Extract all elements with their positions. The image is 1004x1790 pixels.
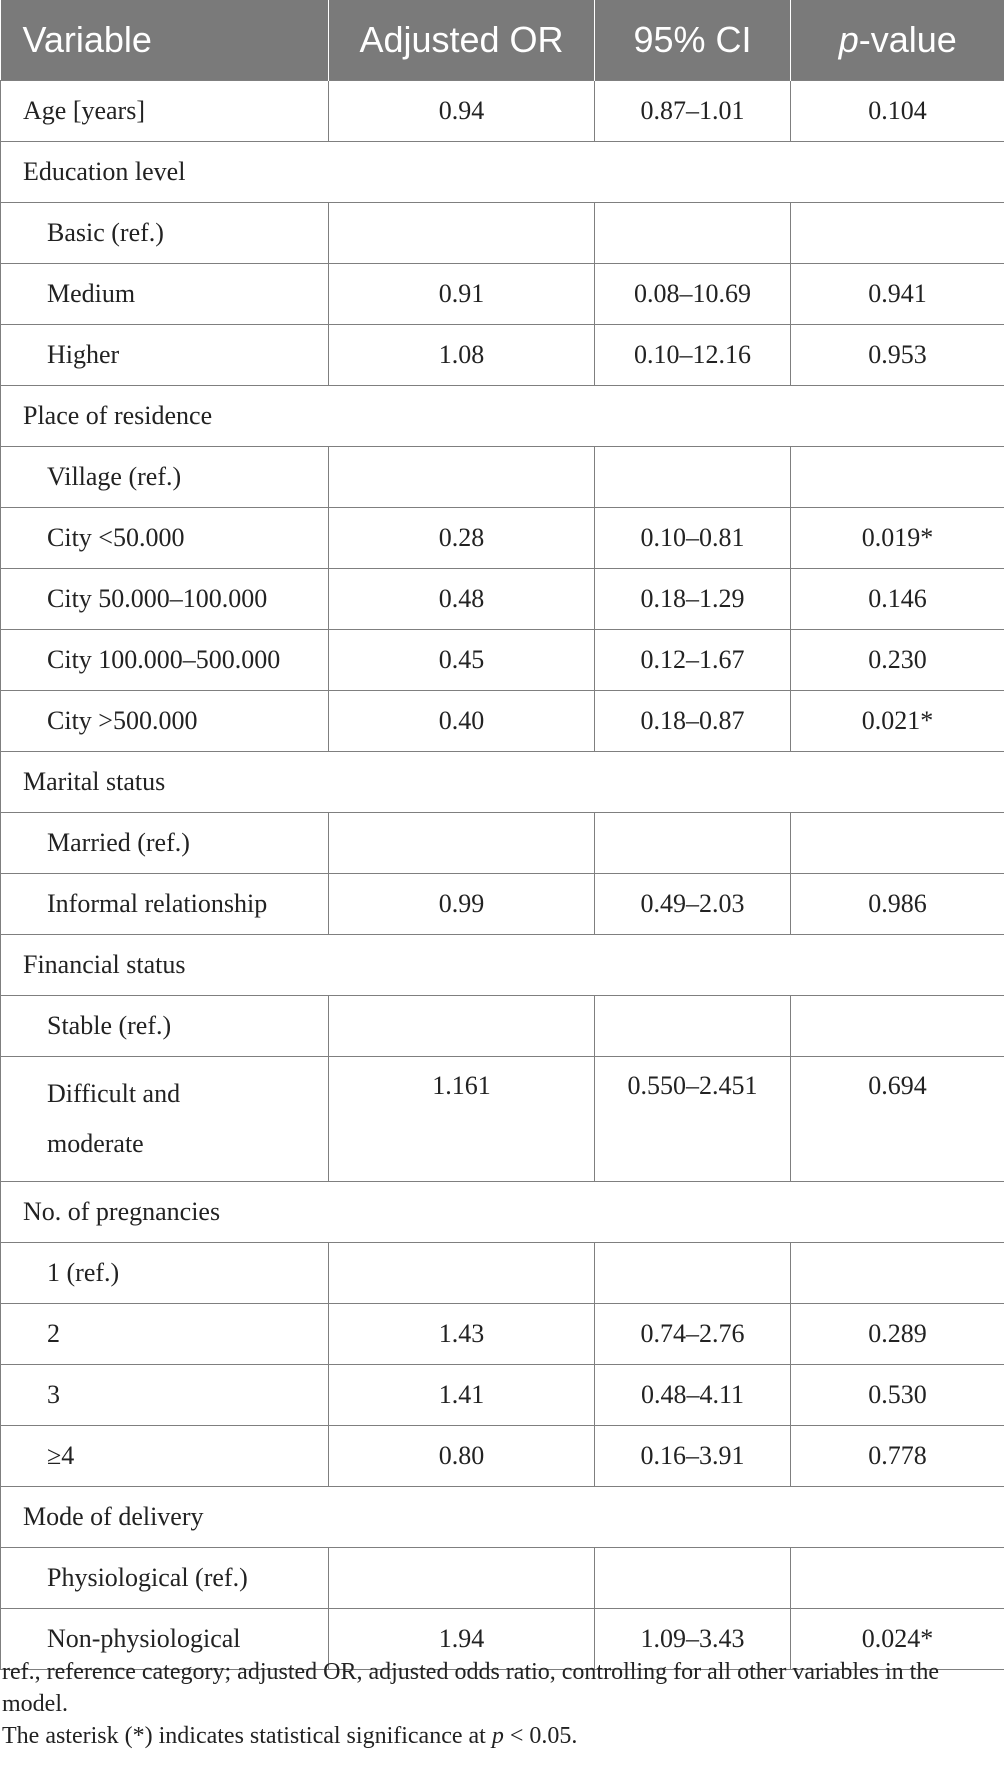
cell-or: 1.94 xyxy=(329,1609,595,1670)
cell-p: 0.941 xyxy=(791,264,1004,325)
cell-ci xyxy=(595,203,791,264)
table-section-row xyxy=(1,1182,1004,1243)
row-label: 3 xyxy=(1,1365,329,1426)
section-label: Marital status xyxy=(1,752,1004,813)
cell-ci: 0.08–10.69 xyxy=(595,264,791,325)
footnote-significance-start: The asterisk (*) indicates statistical significance at xyxy=(2,1723,492,1749)
header-95-ci: 95% CI xyxy=(595,0,791,81)
table-row xyxy=(1,81,1004,142)
table-row xyxy=(1,569,1004,630)
row-label: Physiological (ref.) xyxy=(1,1548,329,1609)
cell-or: 1.161 xyxy=(329,1057,595,1182)
row-label: City 100.000–500.000 xyxy=(1,630,329,691)
row-label: Married (ref.) xyxy=(1,813,329,874)
table-row xyxy=(1,1243,1004,1304)
cell-p: 0.953 xyxy=(791,325,1004,386)
cell-or xyxy=(329,447,595,508)
cell-or: 1.08 xyxy=(329,325,595,386)
cell-p: 0.530 xyxy=(791,1365,1004,1426)
cell-ci: 0.10–0.81 xyxy=(595,508,791,569)
cell-or: 0.40 xyxy=(329,691,595,752)
cell-ci xyxy=(595,813,791,874)
table-row xyxy=(1,813,1004,874)
cell-or: 0.28 xyxy=(329,508,595,569)
table-header-row xyxy=(1,0,1004,81)
section-label: No. of pregnancies xyxy=(1,1182,1004,1243)
table-row xyxy=(1,1426,1004,1487)
cell-p: 0.986 xyxy=(791,874,1004,935)
table-row xyxy=(1,874,1004,935)
cell-or xyxy=(329,203,595,264)
row-label: Stable (ref.) xyxy=(1,996,329,1057)
cell-ci: 0.48–4.11 xyxy=(595,1365,791,1426)
cell-ci xyxy=(595,447,791,508)
table-section-row xyxy=(1,142,1004,203)
header-p-value xyxy=(791,0,1004,81)
row-label: City <50.000 xyxy=(1,508,329,569)
row-label xyxy=(1,1057,329,1182)
table-section-row xyxy=(1,752,1004,813)
table-row xyxy=(1,996,1004,1057)
cell-or: 0.80 xyxy=(329,1426,595,1487)
cell-p: 0.021* xyxy=(791,691,1004,752)
header-p-italic: p xyxy=(838,19,859,60)
table-row xyxy=(1,691,1004,752)
row-label: Medium xyxy=(1,264,329,325)
cell-p: 0.289 xyxy=(791,1304,1004,1365)
cell-or xyxy=(329,1548,595,1609)
cell-or: 0.91 xyxy=(329,264,595,325)
cell-ci xyxy=(595,1243,791,1304)
cell-p xyxy=(791,1548,1004,1609)
cell-p xyxy=(791,813,1004,874)
table-section-row xyxy=(1,386,1004,447)
section-label: Mode of delivery xyxy=(1,1487,1004,1548)
cell-p: 0.778 xyxy=(791,1426,1004,1487)
table-row xyxy=(1,264,1004,325)
cell-or xyxy=(329,813,595,874)
section-label: Financial status xyxy=(1,935,1004,996)
cell-or: 1.41 xyxy=(329,1365,595,1426)
header-p-rest: -value xyxy=(858,19,957,60)
row-label: Basic (ref.) xyxy=(1,203,329,264)
cell-ci: 0.10–12.16 xyxy=(595,325,791,386)
row-label: Higher xyxy=(1,325,329,386)
table-row xyxy=(1,508,1004,569)
table-row xyxy=(1,630,1004,691)
row-label-line1: Difficult and xyxy=(47,1079,181,1108)
cell-ci: 0.49–2.03 xyxy=(595,874,791,935)
row-label: Informal relationship xyxy=(1,874,329,935)
cell-or xyxy=(329,996,595,1057)
cell-p: 0.694 xyxy=(791,1057,1004,1182)
cell-or: 0.94 xyxy=(329,81,595,142)
table-row xyxy=(1,1548,1004,1609)
section-label: Place of residence xyxy=(1,386,1004,447)
row-label: Village (ref.) xyxy=(1,447,329,508)
row-label: City >500.000 xyxy=(1,691,329,752)
cell-p: 0.104 xyxy=(791,81,1004,142)
row-label: ≥4 xyxy=(1,1426,329,1487)
cell-p xyxy=(791,447,1004,508)
cell-ci: 0.18–1.29 xyxy=(595,569,791,630)
table-row xyxy=(1,203,1004,264)
cell-ci: 1.09–3.43 xyxy=(595,1609,791,1670)
footnote-p-italic: p xyxy=(491,1723,504,1749)
cell-ci xyxy=(595,1548,791,1609)
cell-or: 0.99 xyxy=(329,874,595,935)
cell-ci: 0.12–1.67 xyxy=(595,630,791,691)
cell-or: 0.48 xyxy=(329,569,595,630)
table-row xyxy=(1,447,1004,508)
cell-ci: 0.87–1.01 xyxy=(595,81,791,142)
cell-p xyxy=(791,996,1004,1057)
cell-p: 0.024* xyxy=(791,1609,1004,1670)
cell-or xyxy=(329,1243,595,1304)
row-label: Non-physiological xyxy=(1,1609,329,1670)
table-footnotes xyxy=(2,1656,992,1752)
table-row xyxy=(1,1365,1004,1426)
section-label: Education level xyxy=(1,142,1004,203)
row-label-line2: moderate xyxy=(47,1129,144,1158)
cell-or: 1.43 xyxy=(329,1304,595,1365)
cell-ci: 0.550–2.451 xyxy=(595,1057,791,1182)
row-label: City 50.000–100.000 xyxy=(1,569,329,630)
footnote-abbreviations: ref., reference category; adjusted OR, adjusted odds ratio, controlling for all other variables in the model. xyxy=(2,1659,939,1717)
cell-ci: 0.18–0.87 xyxy=(595,691,791,752)
header-adjusted-or: Adjusted OR xyxy=(329,0,595,81)
table-section-row xyxy=(1,935,1004,996)
cell-p: 0.230 xyxy=(791,630,1004,691)
cell-ci: 0.16–3.91 xyxy=(595,1426,791,1487)
table-section-row xyxy=(1,1487,1004,1548)
row-label: Age [years] xyxy=(1,81,329,142)
cell-p: 0.146 xyxy=(791,569,1004,630)
cell-ci: 0.74–2.76 xyxy=(595,1304,791,1365)
row-label: 1 (ref.) xyxy=(1,1243,329,1304)
footnote-significance xyxy=(2,1720,992,1752)
cell-p xyxy=(791,1243,1004,1304)
cell-or: 0.45 xyxy=(329,630,595,691)
footnote-significance-end: < 0.05. xyxy=(503,1723,578,1749)
table-row xyxy=(1,1304,1004,1365)
table-row xyxy=(1,1057,1004,1182)
header-variable: Variable xyxy=(1,0,329,81)
cell-ci xyxy=(595,996,791,1057)
cell-p: 0.019* xyxy=(791,508,1004,569)
cell-p xyxy=(791,203,1004,264)
table-row xyxy=(1,325,1004,386)
row-label: 2 xyxy=(1,1304,329,1365)
